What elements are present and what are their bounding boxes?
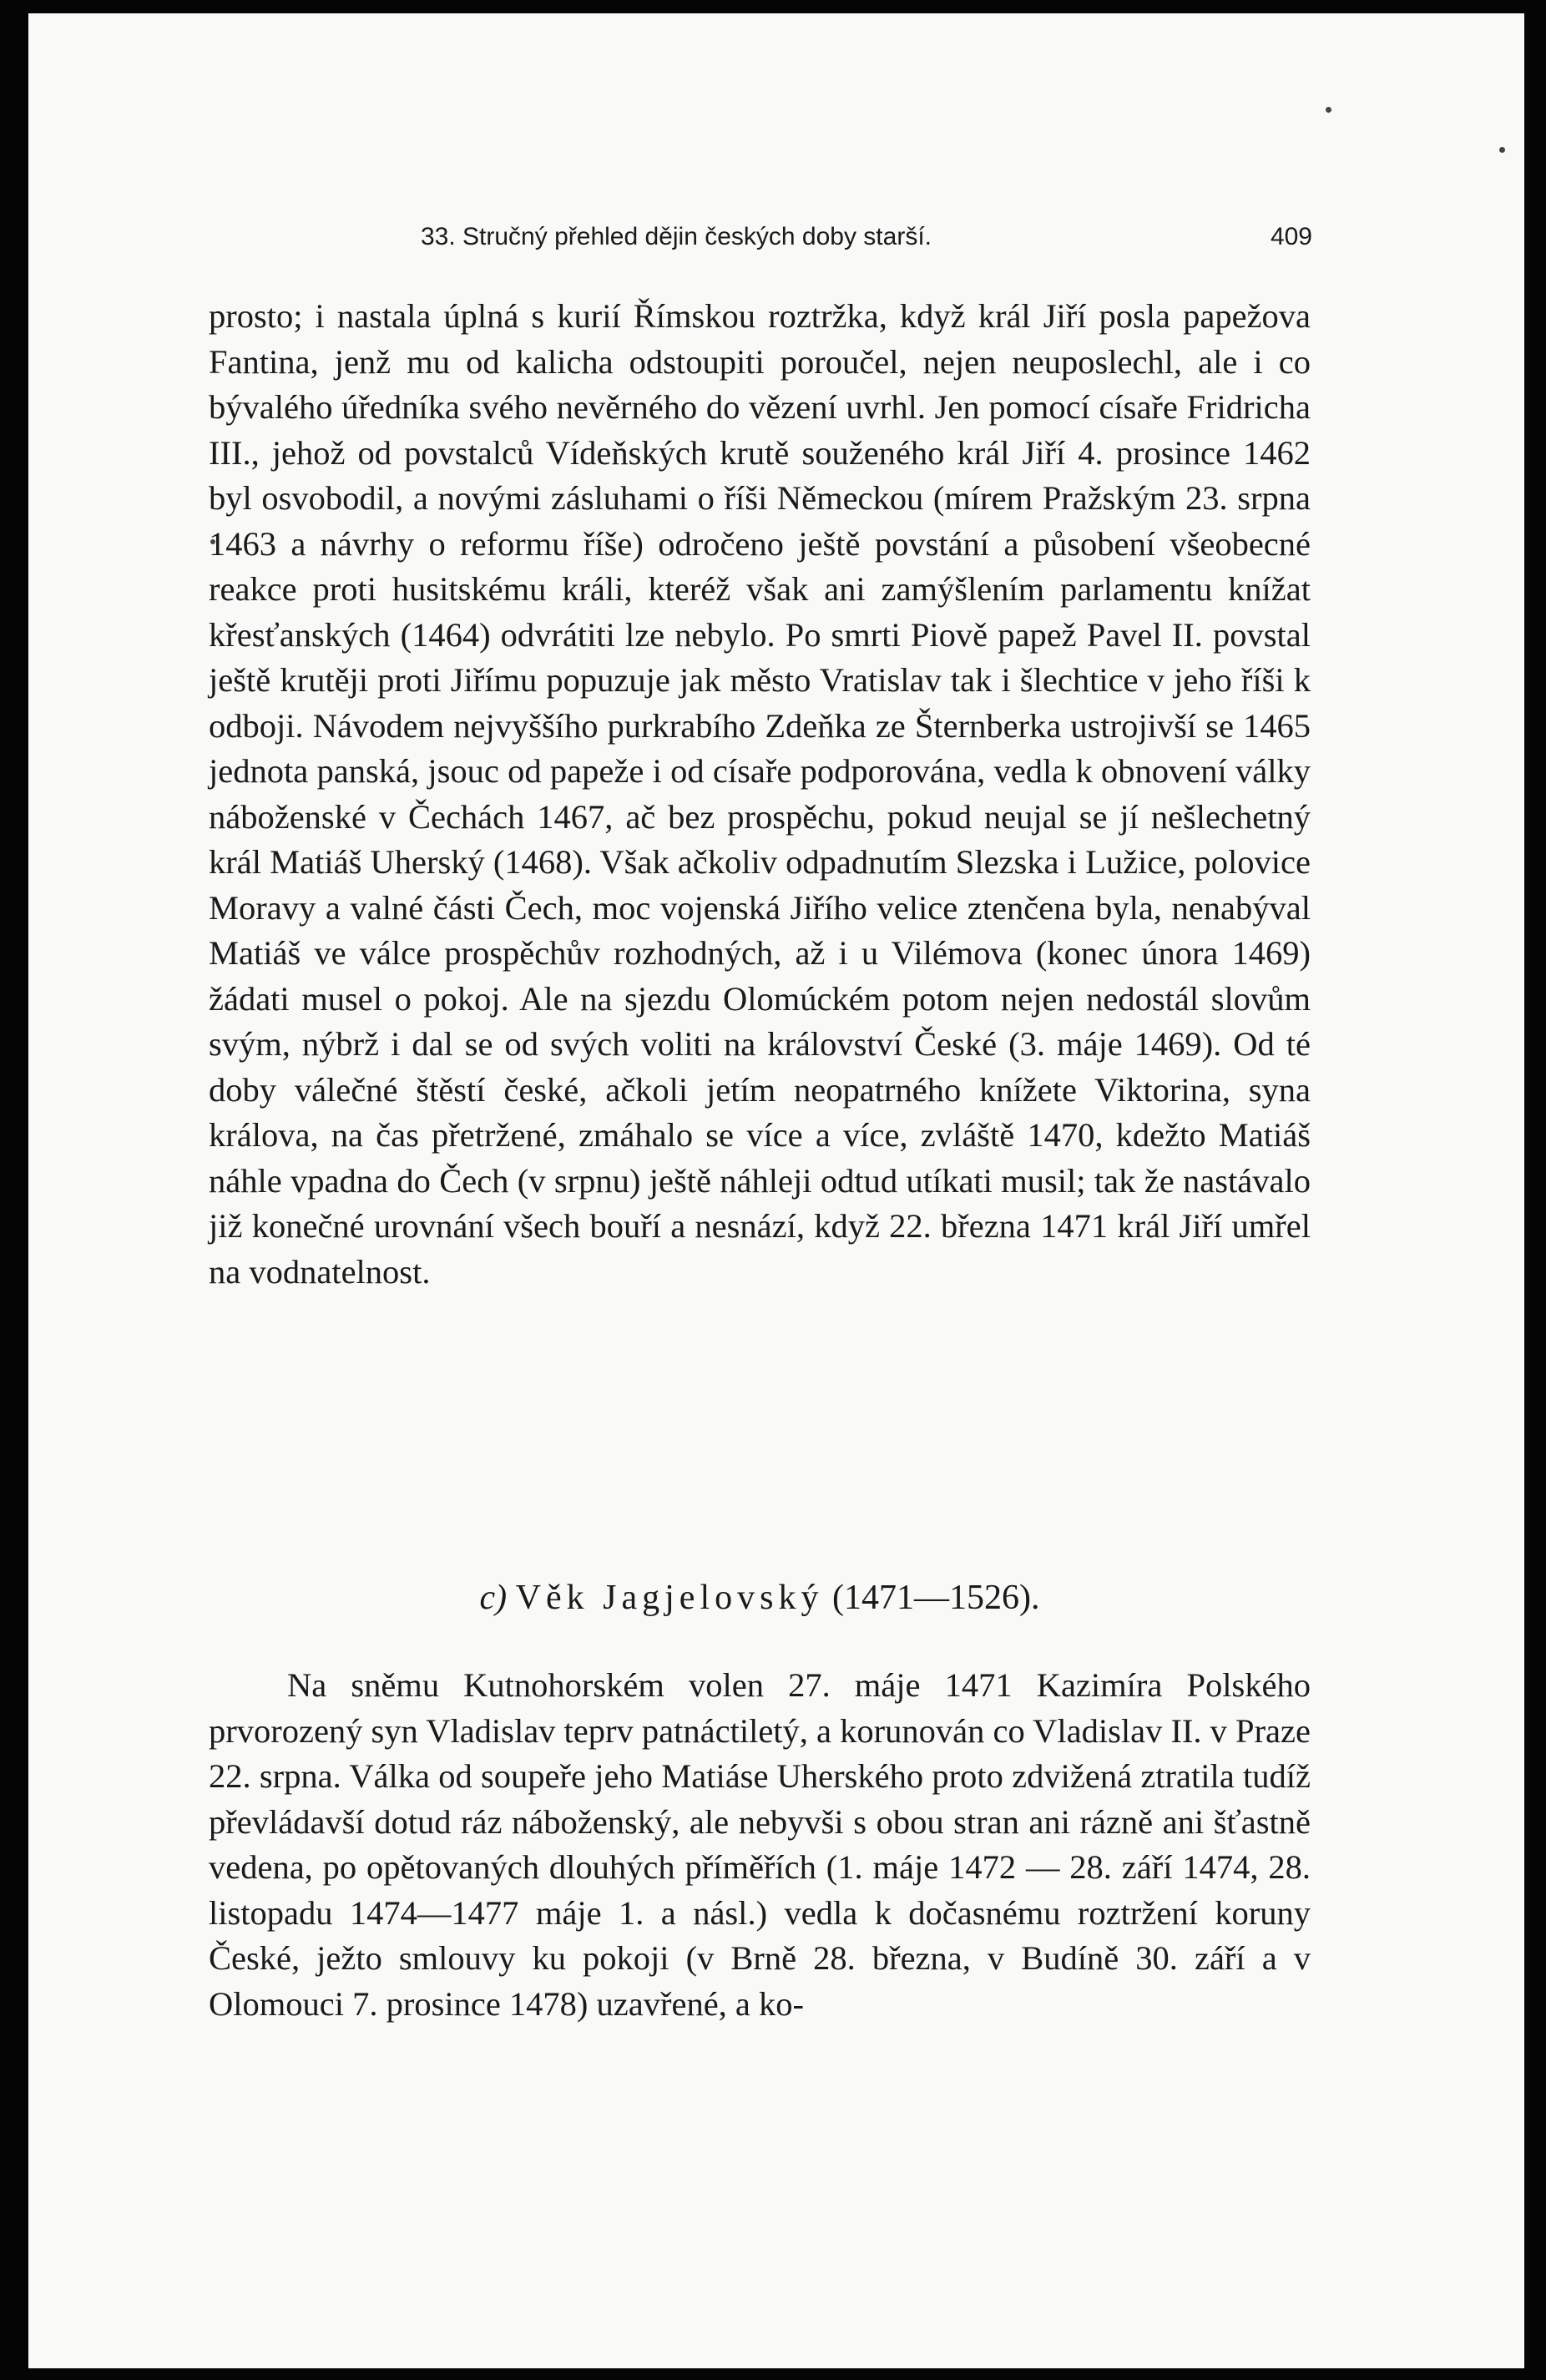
- scan-speck: [1326, 107, 1331, 113]
- body-paragraph: Na sněmu Kutnohorském volen 27. máje 1471 Kazimíra Polského prvorozený syn Vladislav teprv patnáctiletý, a korunován co Vladislav II. v Praze 22. srpna. Válka od soupeře jeho Matiáse Uherského proto zdvižená ztratila tudíž převládavší dotud ráz náboženský, ale nebyvši s obou stran ani rázně ani šťastně vedena, po opětovaných dlouhých příměřích (1. máje 1472 — 28. září 1474, 28. listopadu 1474—1477 máje 1. a násl.) vedla k dočasnému roztržení koruny České, ježto smlouvy ku pokoji (v Brně 28. března, v Budíně 30. září a v Olomouci 7. prosince 1478) uzavřené, a ko-: [209, 1666, 1311, 2023]
- running-title: 33. Stručný přehled dějin českých doby starší.: [421, 223, 932, 250]
- scan-speck: [1499, 147, 1505, 153]
- section-marker: c): [479, 1579, 508, 1617]
- running-header: [212, 219, 1312, 255]
- section-dates: (1471—1526).: [831, 1579, 1040, 1617]
- scan-border-left: [0, 0, 28, 2380]
- page-number: 409: [1270, 223, 1312, 250]
- section-heading: [209, 1574, 1311, 1621]
- section-text-block: [209, 1663, 1311, 2027]
- scan-border-right: [1524, 0, 1546, 2380]
- body-paragraph: prosto; i nastala úplná s kurií Římskou roztržka, když král Jiří posla papežova Fantina, jenž mu od kalicha odstoupiti poroučel, nejen neuposlechl, ale i co bývalého úředníka svého nevěrného do vězení uvrhl. Jen pomocí císaře Fridricha III., jehož od povstalců Vídeňských krutě souženého král Jiří 4. prosince 1462 byl osvobodil, a novými zásluhami o říši Německou (mírem Pražským 23. srpna 1463 a návrhy o reformu říše) odročeno ještě povstání a působení všeobecné reakce proti husitskému králi, kteréž však ani zamýšlením parlamentu knížat křesťanských (1464) odvrátiti lze nebylo. Po smrti Piově papež Pavel II. povstal ještě krutěji proti Jiřímu popuzuje jak město Vratislav tak i šlechtice v jeho říši k odboji. Návodem nejvyššího purkrabího Zdeňka ze Šternberka ustrojivší se 1465 jednota panská, jsouc od papeže i od císaře podporována, vedla k obnovení války náboženské v Čechách 1467, ač bez prospěchu, pokud neujal se jí nešlechetný král Matiáš Uherský (1468). Však ačkoliv odpadnutím Slezska i Lužice, polovice Moravy a valné části Čech, moc vojenská Jiřího velice ztenčena byla, nenabýval Matiáš ve válce prospěchův rozhodných, až i u Vilémova (konec února 1469) žádati musel o pokoj. Ale na sjezdu Olomúckém potom nejen nedostál slovům svým, nýbrž i dal se od svých voliti na království České (3. máje 1469). Od té doby válečné štěstí české, ačkoli jetím neopatrného knížete Viktorina, syna králova, na čas přetržené, zmáhalo se více a více, zvláště 1470, kdežto Matiáš náhle vpadna do Čech (v srpnu) ještě náhleji odtud utíkati musil; tak že nastávalo již konečné urovnání všech bouří a nesnází, když 22. března 1471 král Jiří umřel na vodnatelnost.: [209, 297, 1311, 1291]
- main-text-block: [209, 294, 1311, 1295]
- scan-border-bottom: [0, 2368, 1546, 2380]
- section-title: Věk Jagjelovský: [515, 1579, 824, 1617]
- scan-border-top: [0, 0, 1546, 13]
